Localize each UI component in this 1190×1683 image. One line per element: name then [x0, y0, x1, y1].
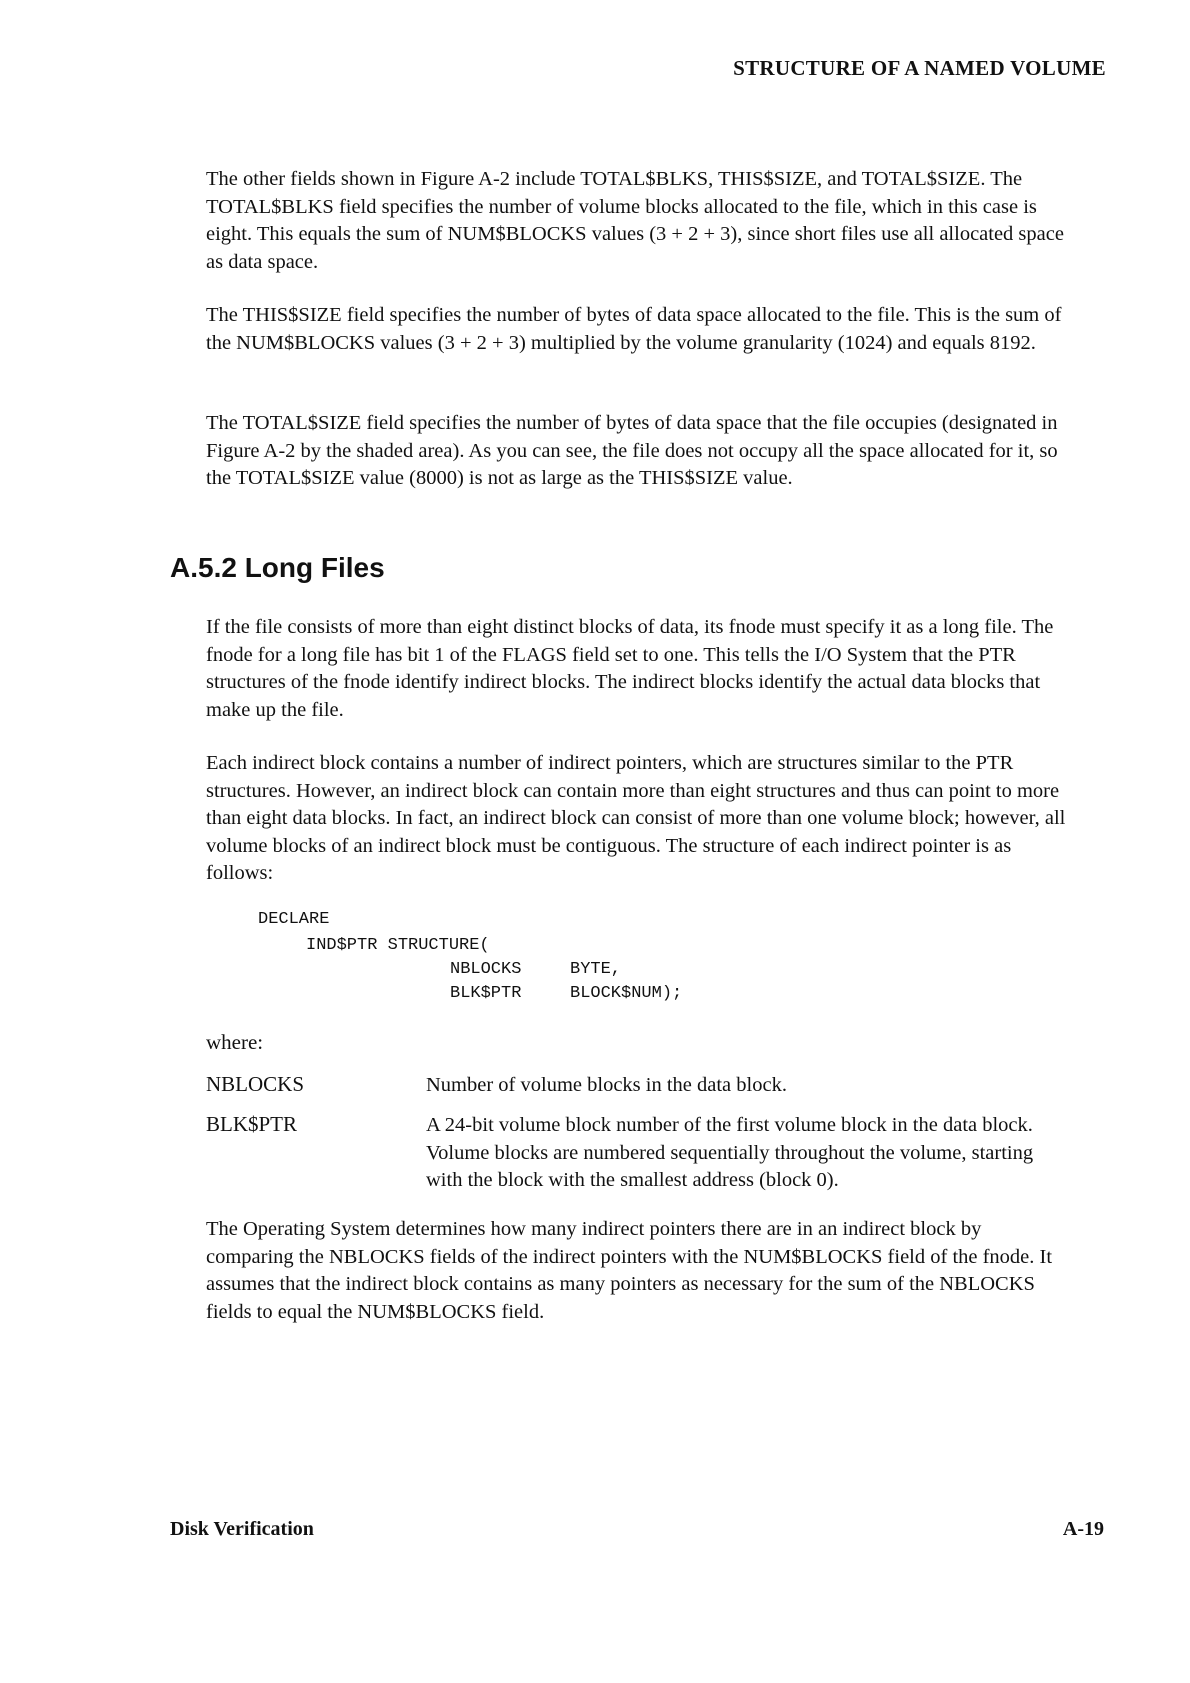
definition-desc: A 24-bit volume block number of the first volume block in the data block. Volume blocks are numbered sequentially throughout the volume, starting with the block with the smallest address (block 0). [426, 1114, 1034, 1191]
definition-desc: Number of volume blocks in the data block. [426, 1074, 787, 1096]
paragraph-os-determines: The Operating System determines how many indirect pointers there are in an indirect block by comparing the NBLOCKS fields of the indirect pointers with the NUM$BLOCKS field of the fnode. It assumes that the indirect block contains as many pointers as necessary for the sum of the NBLOCKS fields to equal the NUM$BLOCKS field. [206, 1218, 1053, 1323]
where-label: where: [206, 1030, 264, 1054]
paragraph-indirect-block: Each indirect block contains a number of indirect pointers, which are structures similar to the PTR structures. However, an indirect block can contain more than eight structures and thus can point to more than eight data blocks. In fact, an indirect block can consist of more than one volume block; however, all volume blocks of an indirect block must be contiguous. The structure of each indirect pointer is as follows: [206, 752, 1066, 884]
page-number: A-19 [1062, 1518, 1104, 1540]
section-heading: A.5.2 Long Files [170, 552, 385, 583]
code-line-declare: DECLARE [258, 910, 330, 929]
definition-term: BLK$PTR [206, 1112, 298, 1136]
paragraph-this-size: The THIS$SIZE field specifies the number of bytes of data space allocated to the file. This is the sum of the NUM$BLOCKS values (3 + 2 + 3) multiplied by the volume granularity (1024) and equals 8192. [206, 304, 1062, 354]
definition-term: NBLOCKS [206, 1072, 305, 1096]
running-header: STRUCTURE OF A NAMED VOLUME [733, 56, 1106, 80]
code-field-blk-ptr: BLK$PTR [450, 984, 522, 1003]
code-field-nblocks: NBLOCKS [450, 960, 522, 979]
footer-title: Disk Verification [170, 1518, 314, 1540]
code-type-byte: BYTE, [570, 960, 622, 979]
paragraph-long-file: If the file consists of more than eight distinct blocks of data, its fnode must specify it as a long file. The fnode for a long file has bit 1 of the FLAGS field set to one. This tells the I/O System that the PTR structures of the fnode identify indirect blocks. The indirect blocks identify the actual data blocks that make up the file. [206, 616, 1054, 721]
paragraph-total-size: The TOTAL$SIZE field specifies the number of bytes of data space that the file occupies (designated in Figure A-2 by the shaded area). As you can see, the file does not occupy all the space allocated for it, so the TOTAL$SIZE value (8000) is not as large as the THIS$SIZE value. [206, 412, 1058, 489]
paragraph-total-blks: The other fields shown in Figure A-2 include TOTAL$BLKS, THIS$SIZE, and TOTAL$SIZE. The TOTAL$BLKS field specifies the number of volume blocks allocated to the file, which in this case is eight. This equals the sum of NUM$BLOCKS values (3 + 2 + 3), since short files use all allocated space as data space. [206, 168, 1064, 273]
code-type-block-num: BLOCK$NUM); [570, 984, 683, 1003]
code-line-structure: IND$PTR STRUCTURE( [306, 936, 490, 955]
